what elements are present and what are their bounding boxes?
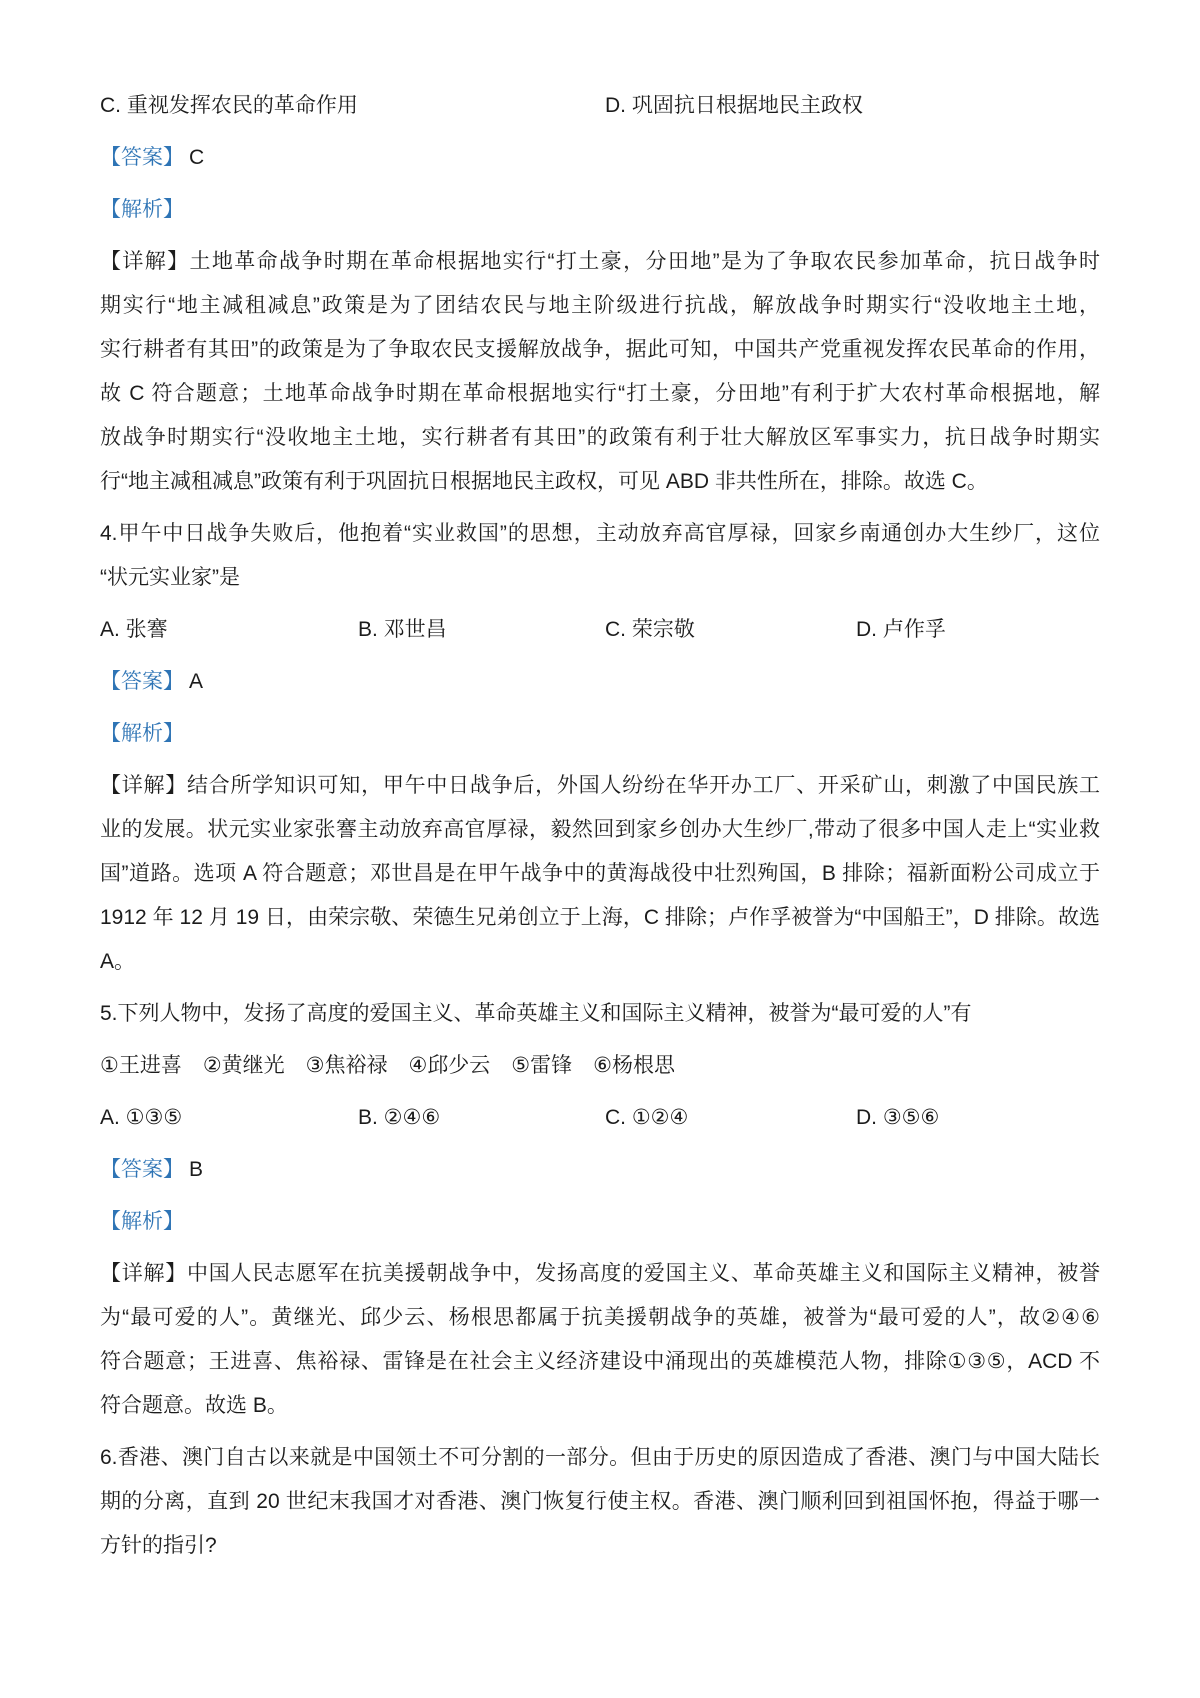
- q3-detail-paragraph: [100, 240, 1100, 504]
- q3-option-c: C. 重视发挥农民的革命作用: [100, 94, 358, 117]
- q3-analysis-row: [100, 188, 1100, 232]
- q4-option-c: C. 荣宗敬: [605, 618, 695, 641]
- q3-detail-line: 实行耕者有其田”的政策是为了争取农民支援解放战争，据此可知，中国共产党重视发挥农民革命的作用，: [100, 338, 1100, 361]
- q3-detail-line: 故 C 符合题意；土地革命战争时期在革命根据地实行“打土豪，分田地”有利于扩大农村革命根据地，解: [100, 382, 1100, 405]
- q5-detail-paragraph: [100, 1252, 1100, 1428]
- q4-analysis-row: [100, 712, 1100, 756]
- q5-detail-line: 符合题意；王进喜、焦裕禄、雷锋是在社会主义经济建设中涌现出的英雄模范人物，排除①③⑤，ACD 不: [100, 1350, 1100, 1373]
- q6-question-line: 期的分离，直到 20 世纪末我国才对香港、澳门恢复行使主权。香港、澳门顺利回到祖国怀抱，得益于哪一: [100, 1490, 1100, 1513]
- q3-detail-line: 行“地主减租减息”政策有利于巩固抗日根据地民主政权，可见 ABD 非共性所在，排除。故选 C。: [100, 470, 988, 493]
- q5-options-row: [100, 1096, 1100, 1140]
- q4-question-line: “状元实业家”是: [100, 566, 240, 589]
- q4-option-b: B. 邓世昌: [358, 618, 447, 641]
- q3-option-d: D. 巩固抗日根据地民主政权: [605, 94, 863, 117]
- q6-question-line: 方针的指引?: [100, 1534, 217, 1557]
- q4-option-a: A. 张謇: [100, 618, 168, 641]
- q3-detail-line: 期实行“地主减租减息”政策是为了团结农民与地主阶级进行抗战，解放战争时期实行“没收地主土地，: [100, 294, 1100, 317]
- q5-detail-line: 【详解】中国人民志愿军在抗美援朝战争中，发扬高度的爱国主义、革命英雄主义和国际主义精神，被誉: [100, 1262, 1100, 1285]
- q5-analysis-row: [100, 1200, 1100, 1244]
- q3-answer-row: [100, 136, 1100, 180]
- q4-answer-row: [100, 660, 1100, 704]
- q5-answer-label: 【答案】: [100, 1158, 184, 1181]
- q3-detail-line: 【详解】土地革命战争时期在革命根据地实行“打土豪，分田地”是为了争取农民参加革命，抗日战争时: [100, 250, 1100, 273]
- q5-option-d: D. ③⑤⑥: [856, 1106, 940, 1129]
- q3-analysis-label: 【解析】: [100, 198, 184, 221]
- q3-answer-value: C: [189, 146, 205, 169]
- q4-detail-line: 国”道路。选项 A 符合题意；邓世昌是在甲午战争中的黄海战役中壮烈殉国，B 排除；福新面粉公司成立于: [100, 862, 1100, 885]
- q4-question: [100, 512, 1100, 600]
- q5-numbered-items: ①王进喜 ②黄继光 ③焦裕禄 ④邱少云 ⑤雷锋 ⑥杨根思: [100, 1054, 675, 1077]
- q3-answer-label: 【答案】: [100, 146, 184, 169]
- q4-detail-paragraph: [100, 764, 1100, 984]
- q6-question: [100, 1436, 1100, 1568]
- q5-option-b: B. ②④⑥: [358, 1106, 441, 1129]
- q5-answer-value: B: [189, 1158, 204, 1181]
- q4-option-d: D. 卢作孚: [856, 618, 946, 641]
- q4-detail-line: 【详解】结合所学知识可知，甲午中日战争后，外国人纷纷在华开办工厂、开采矿山，刺激了中国民族工: [100, 774, 1100, 797]
- q5-option-a: A. ①③⑤: [100, 1106, 183, 1129]
- q5-answer-row: [100, 1148, 1100, 1192]
- q5-question: 5.下列人物中，发扬了高度的爱国主义、革命英雄主义和国际主义精神，被誉为“最可爱的人”有: [100, 1002, 972, 1025]
- q5-detail-line: 符合题意。故选 B。: [100, 1394, 288, 1417]
- q4-answer-label: 【答案】: [100, 670, 184, 693]
- q4-options-row: [100, 608, 1100, 652]
- q5-analysis-label: 【解析】: [100, 1210, 184, 1233]
- q3-options-row: [100, 84, 1100, 128]
- q4-analysis-label: 【解析】: [100, 722, 184, 745]
- q6-question-line: 6.香港、澳门自古以来就是中国领土不可分割的一部分。但由于历史的原因造成了香港、澳门与中国大陆长: [100, 1446, 1100, 1469]
- q5-option-c: C. ①②④: [605, 1106, 689, 1129]
- q4-detail-line: 1912 年 12 月 19 日，由荣宗敬、荣德生兄弟创立于上海，C 排除；卢作孚被誉为“中国船王”，D 排除。故选: [100, 906, 1100, 929]
- q3-detail-line: 放战争时期实行“没收地主土地，实行耕者有其田”的政策有利于壮大解放区军事实力，抗日战争时期实: [100, 426, 1100, 449]
- q4-detail-line: A。: [100, 950, 136, 973]
- q5-detail-line: 为“最可爱的人”。黄继光、邱少云、杨根思都属于抗美援朝战争的英雄，被誉为“最可爱的人”，故②④⑥: [100, 1306, 1100, 1329]
- q4-detail-line: 业的发展。状元实业家张謇主动放弃高官厚禄，毅然回到家乡创办大生纱厂,带动了很多中国人走上“实业救: [100, 818, 1100, 841]
- q4-answer-value: A: [189, 670, 204, 693]
- q4-question-line: 4.甲午中日战争失败后，他抱着“实业救国”的思想，主动放弃高官厚禄，回家乡南通创办大生纱厂，这位: [100, 522, 1100, 545]
